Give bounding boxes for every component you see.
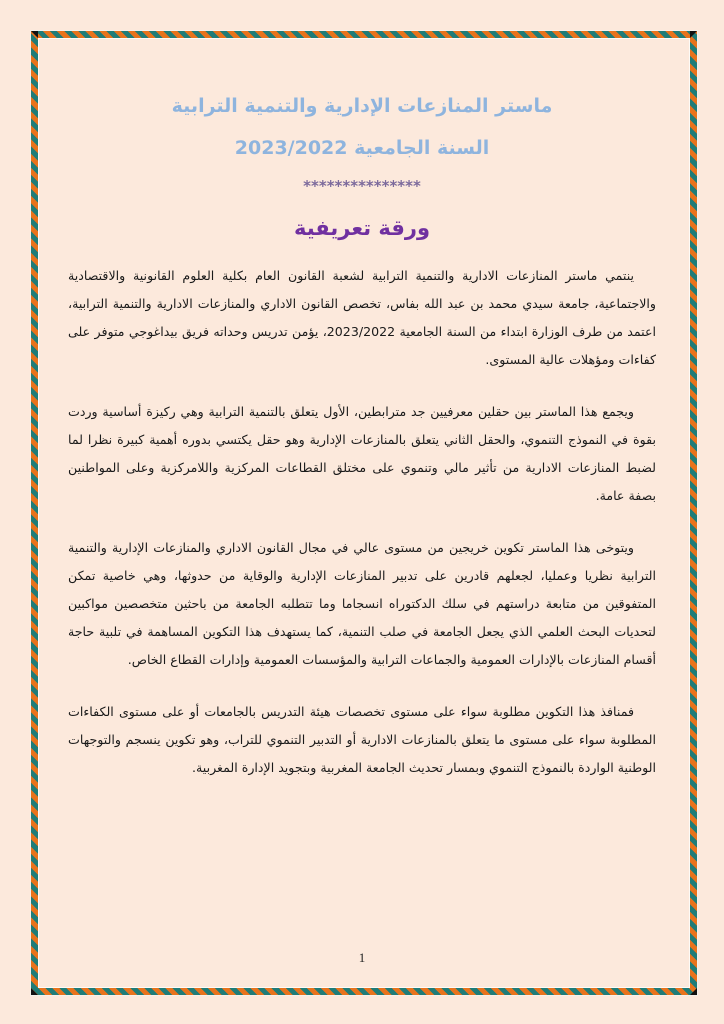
paragraph-4: فمنافذ هذا التكوين مطلوبة سواء على مستوى تخصصات هيئة التدريس بالجامعات أو على مستوى الكفاءات المطلوبة سواء على مستوى ما يتعلق بالمنازعات الادارية أو التدبير التنموي للتراب، وهو تكوين ينسجم والتوجهات الوطنية الواردة بالنموذج التنموي وبمسار تحديث الجامعة المغربية وبتجويد الإدارة المغربية.	[68, 704, 656, 775]
paragraph-3: ويتوخى هذا الماستر تكوين خريجين من مستوى عالي في مجال القانون الاداري والمنازعات الإدارية والتنمية الترابية نظريا وعمليا، لجعلهم قادرين على تدبير المنازعات الإدارية والوقاية من حدوثها، وهي خاصية تمكن المتفوقين من متابعة دراستهم في سلك الدكتوراه انسجاما وما تتطلبه الجامعة من باحثين متخصصين مواكبين لتحديات البحث العلمي الذي يجعل الجامعة في صلب التنمية، كما يستهدف هذا التكوين المساهمة في تلبية حاجة أقسام المنازعات بالإدارات العمومية والجماعات الترابية والمؤسسات العمومية وإدارات القطاع الخاص.	[68, 540, 656, 667]
document-title: ماستر المنازعات الإدارية والتنمية الترابية	[171, 95, 553, 117]
document-heading: ورقة تعريفية	[293, 216, 431, 240]
paragraph-1: ينتمي ماستر المنازعات الادارية والتنمية الترابية لشعبة القانون العام بكلية العلوم القانونية والاقتصادية والاجتماعية، جامعة سيدي محمد بن عبد الله بفاس، تخصص القانون الاداري والمنازعات الادارية والتنمية الترابية، اعتمد من طرف الوزارة ابتداء من السنة الجامعية 2023/2022، يؤمن تدريس وحداته فريق بيداغوجي متوفر على كفاءات ومؤهلات عالية المستوى.	[68, 268, 657, 367]
document-body	[68, 262, 656, 806]
paragraph-2: ويجمع هذا الماستر بين حقلين معرفيين جد مترابطين، الأول يتعلق بالتنمية الترابية وهي ركيزة أساسية وردت بقوة في النموذج التنموي، والحقل الثاني يتعلق بالمنازعات الإدارية وهو حقل يكتسي بدوره أهمية كبيرة نظرا لما لضبط المنازعات الادارية من تأثير مالي وتنموي على مختلق القطاعات المركزية واللامركزية وعلى المواطنين بصفة عامة.	[68, 404, 656, 503]
separator: ***************	[303, 177, 421, 195]
document-header	[68, 80, 656, 244]
page-number: 1	[358, 950, 366, 965]
academic-year: السنة الجامعية 2023/2022	[234, 137, 490, 159]
